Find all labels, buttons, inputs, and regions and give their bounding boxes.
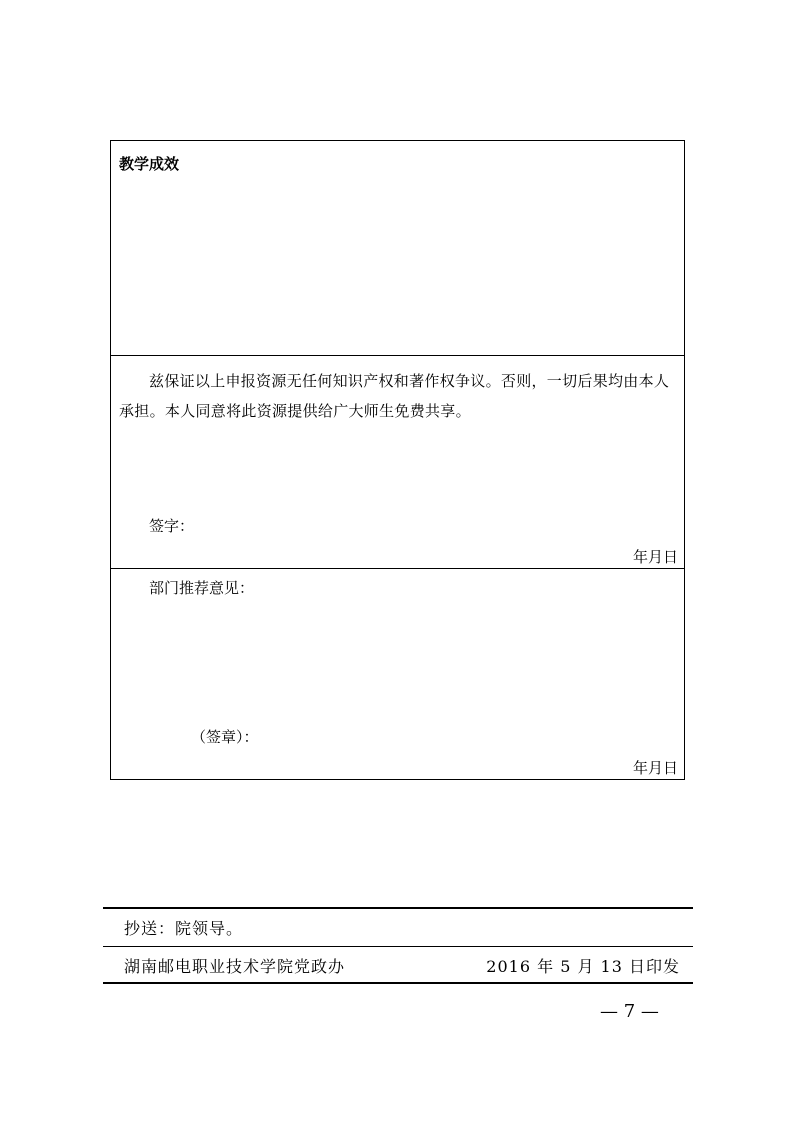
signature-label: 签字：	[149, 517, 195, 535]
page-number: — 7 —	[600, 1001, 659, 1022]
declaration-date: 年月日	[632, 548, 678, 566]
application-form-table	[110, 140, 685, 780]
footer-bottom-rule	[103, 982, 693, 984]
print-date: 2016 年 5 月 13 日印发	[486, 957, 680, 976]
footer-top-rule	[103, 907, 693, 909]
footer-middle-rule	[103, 946, 693, 947]
issuer-name: 湖南邮电职业技术学院党政办	[124, 957, 346, 976]
seal-label: （签章）：	[191, 728, 259, 746]
declaration-text: 兹保证以上申报资源无任何知识产权和著作权争议。否则，一切后果均由本人承担。本人同意将此资源提供给广大师生免费共享。	[119, 372, 670, 420]
teaching-results-label: 教学成效	[119, 155, 180, 173]
department-opinion-cell	[111, 569, 684, 779]
teaching-results-cell	[111, 141, 684, 356]
department-opinion-label: 部门推荐意见：	[149, 579, 255, 597]
department-opinion-date: 年月日	[632, 759, 678, 777]
declaration-cell	[111, 356, 684, 569]
cc-line: 抄送：院领导。	[124, 919, 244, 938]
